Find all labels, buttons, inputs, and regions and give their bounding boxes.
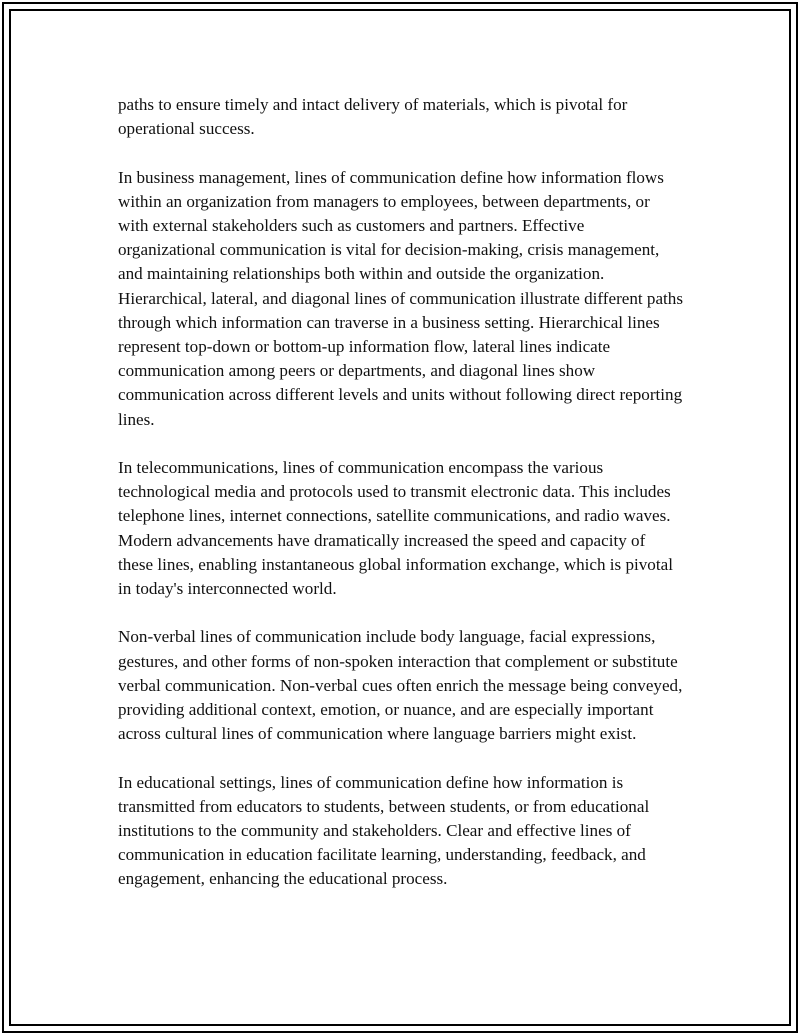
document-body xyxy=(118,93,683,916)
paragraph-materials-delivery: paths to ensure timely and intact delivery of materials, which is pivotal for operational success. xyxy=(118,95,628,139)
paragraph-business-management: In business management, lines of communication define how information flows within an organization from managers to employees, between departments, or with external stakeholders such as customers and partners. Effective organizational communication is vital for decision-making, crisis management, and maintaining relationships both within and outside the organization. Hierarchical, lateral, and diagonal lines of communication illustrate different paths through which information can traverse in a business setting. Hierarchical lines represent top-down or bottom-up information flow, lateral lines indicate communication among peers or departments, and diagonal lines show communication across different levels and units without following direct reporting lines. xyxy=(118,167,683,429)
paragraph-telecommunications: In telecommunications, lines of communication encompass the various technological media and protocols used to transmit electronic data. This includes telephone lines, internet connections, satellite communications, and radio waves. Modern advancements have dramatically increased the speed and capacity of these lines, enabling instantaneous global information exchange, which is pivotal in today's interconnected world. xyxy=(118,458,673,599)
paragraph-non-verbal: Non-verbal lines of communication include body language, facial expressions, gestures, and other forms of non-spoken interaction that complement or substitute verbal communication. Non-verbal cues often enrich the message being conveyed, providing additional context, emotion, or nuance, and are especially important across cultural lines of communication where language barriers might exist. xyxy=(118,627,683,744)
paragraph-educational-settings: In educational settings, lines of communication define how information is transmitted from educators to students, between students, or from educational institutions to the community and stakeholders. Clear and effective lines of communication in education facilitate learning, understanding, feedback, and engagement, enhancing the educational process. xyxy=(118,772,650,889)
